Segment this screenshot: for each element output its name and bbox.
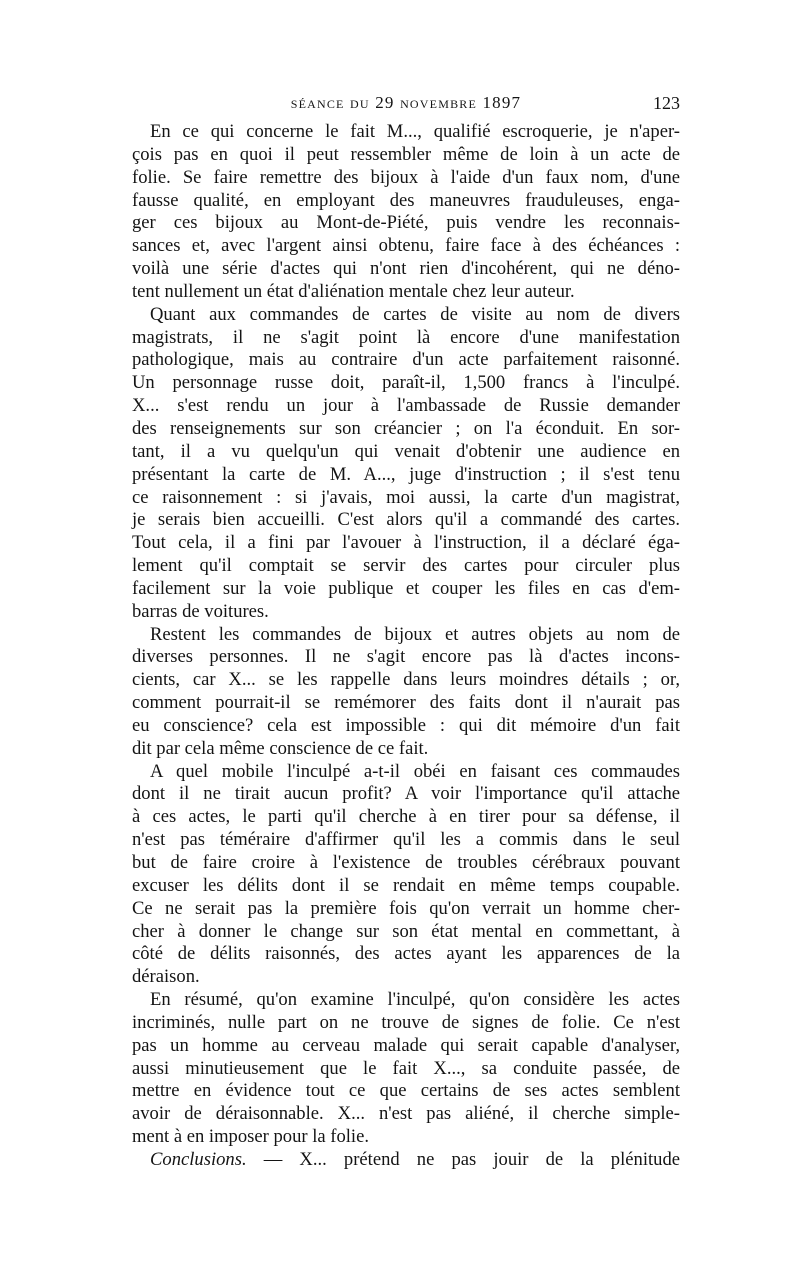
text-line: eu conscience? cela est impossible : qui dit mémoire d'un fait xyxy=(132,714,680,736)
text-line: voilà une série d'actes qui n'ont rien d'incohérent, qui ne déno- xyxy=(132,258,680,280)
text-line xyxy=(132,1149,680,1172)
text-line: avoir de déraisonnable. X... n'est pas aliéné, il cherche simple- xyxy=(132,1103,680,1125)
text-line: diverses personnes. Il ne s'agit encore pas là d'actes incons- xyxy=(132,646,680,668)
text-line: ce raisonnement : si j'avais, moi aussi, la carte d'un magistrat, xyxy=(132,486,680,508)
text-line: X... s'est rendu un jour à l'ambassade de Russie demander xyxy=(132,395,680,417)
text-line: facilement sur la voie publique et couper les files en cas d'em- xyxy=(132,577,680,599)
paragraph xyxy=(132,989,680,1149)
text-line: Quant aux commandes de cartes de visite au nom de divers xyxy=(150,303,680,325)
text-line: excuser les délits dont il se rendait en même temps coupable. xyxy=(132,874,680,896)
text-line: sances et, avec l'argent ainsi obtenu, faire face à des échéances : xyxy=(132,235,680,257)
page-number: 123 xyxy=(653,93,680,113)
text-line: présentant la carte de M. A..., juge d'instruction ; il s'est tenu xyxy=(132,463,680,485)
text-line: côté de délits raisonnés, des actes ayant les apparences de la xyxy=(132,943,680,965)
text-line: En résumé, qu'on examine l'inculpé, qu'on considère les actes xyxy=(150,989,680,1011)
text-line: mettre en évidence tout ce que certains de ses actes semblent xyxy=(132,1080,680,1102)
text-line: pathologique, mais au contraire d'un acte parfaitement raisonné. xyxy=(132,349,680,371)
paragraph xyxy=(132,1149,680,1172)
text-line: En ce qui concerne le fait M..., qualifié escroquerie, je n'aper- xyxy=(150,121,680,142)
text-line: cients, car X... se les rappelle dans leurs moindres détails ; or, xyxy=(132,669,680,691)
text-line: Ce ne serait pas la première fois qu'on verrait un homme cher- xyxy=(132,897,680,919)
text-line: dit par cela même conscience de ce fait. xyxy=(132,737,429,759)
text-line: Un personnage russe doit, paraît-il, 1,500 francs à l'inculpé. xyxy=(132,372,680,394)
text-line: Restent les commandes de bijoux et autres objets au nom de xyxy=(150,623,680,645)
text-line: lement qu'il comptait se servir des cartes pour circuler plus xyxy=(132,555,680,577)
text-line: but de faire croire à l'existence de troubles cérébraux pouvant xyxy=(132,852,680,873)
running-title: séance du 29 novembre 1897 xyxy=(290,93,522,112)
text-line: Tout cela, il a fini par l'avouer à l'instruction, il a déclaré éga- xyxy=(132,532,680,554)
text-line: à ces actes, le parti qu'il cherche à en tirer pour sa défense, il xyxy=(132,806,680,828)
text-line: A quel mobile l'inculpé a-t-il obéi en faisant ces commaudes xyxy=(150,760,680,782)
body-text xyxy=(132,121,680,1172)
text-line: dont il ne tirait aucun profit? A voir l'importance qu'il attache xyxy=(132,783,680,805)
paragraph xyxy=(132,304,680,624)
text-line: déraison. xyxy=(132,966,200,988)
text-line: barras de voitures. xyxy=(132,600,269,622)
text-line: çois pas en quoi il peut ressembler même de loin à un acte de xyxy=(132,143,680,165)
paragraph xyxy=(132,624,680,761)
text-line: ment à en imposer pour la folie. xyxy=(132,1126,369,1148)
text-line: comment pourrait-il se remémorer des faits dont il n'aurait pas xyxy=(132,692,680,714)
text-line: je serais bien accueilli. C'est alors qu'il a commandé des cartes. xyxy=(132,509,680,531)
text-line-remainder: — X... prétend ne pas jouir de la plénitude xyxy=(246,1148,680,1170)
paragraph xyxy=(132,121,680,304)
text-line: tent nullement un état d'aliénation mentale chez leur auteur. xyxy=(132,280,575,302)
text-line: cher à donner le change sur son état mental en commettant, à xyxy=(132,920,680,942)
text-line: folie. Se faire remettre des bijoux à l'aide d'un faux nom, d'une xyxy=(132,166,680,188)
text-line: fausse qualité, en employant des maneuvres frauduleuses, enga- xyxy=(132,189,680,211)
running-header xyxy=(132,93,680,117)
document-page xyxy=(132,93,680,1172)
paragraph xyxy=(132,761,680,989)
text-line: magistrats, il ne s'agit point là encore d'une manifestation xyxy=(132,326,680,348)
text-line: ger ces bijoux au Mont-de-Piété, puis vendre les reconnais- xyxy=(132,212,680,234)
text-line: aussi minutieusement que le fait X..., sa conduite passée, de xyxy=(132,1057,680,1079)
text-line: n'est pas téméraire d'affirmer qu'il les a commis dans le seul xyxy=(132,829,680,851)
text-line: pas un homme au cerveau malade qui serait capable d'analyser, xyxy=(132,1034,680,1056)
text-line: incriminés, nulle part on ne trouve de signes de folie. Ce n'est xyxy=(132,1011,680,1033)
text-line: tant, il a vu quelqu'un qui venait d'obtenir une audience en xyxy=(132,440,680,462)
conclusions-heading: Conclusions. xyxy=(150,1148,247,1170)
text-line: des renseignements sur son créancier ; on l'a éconduit. En sor- xyxy=(132,417,680,439)
